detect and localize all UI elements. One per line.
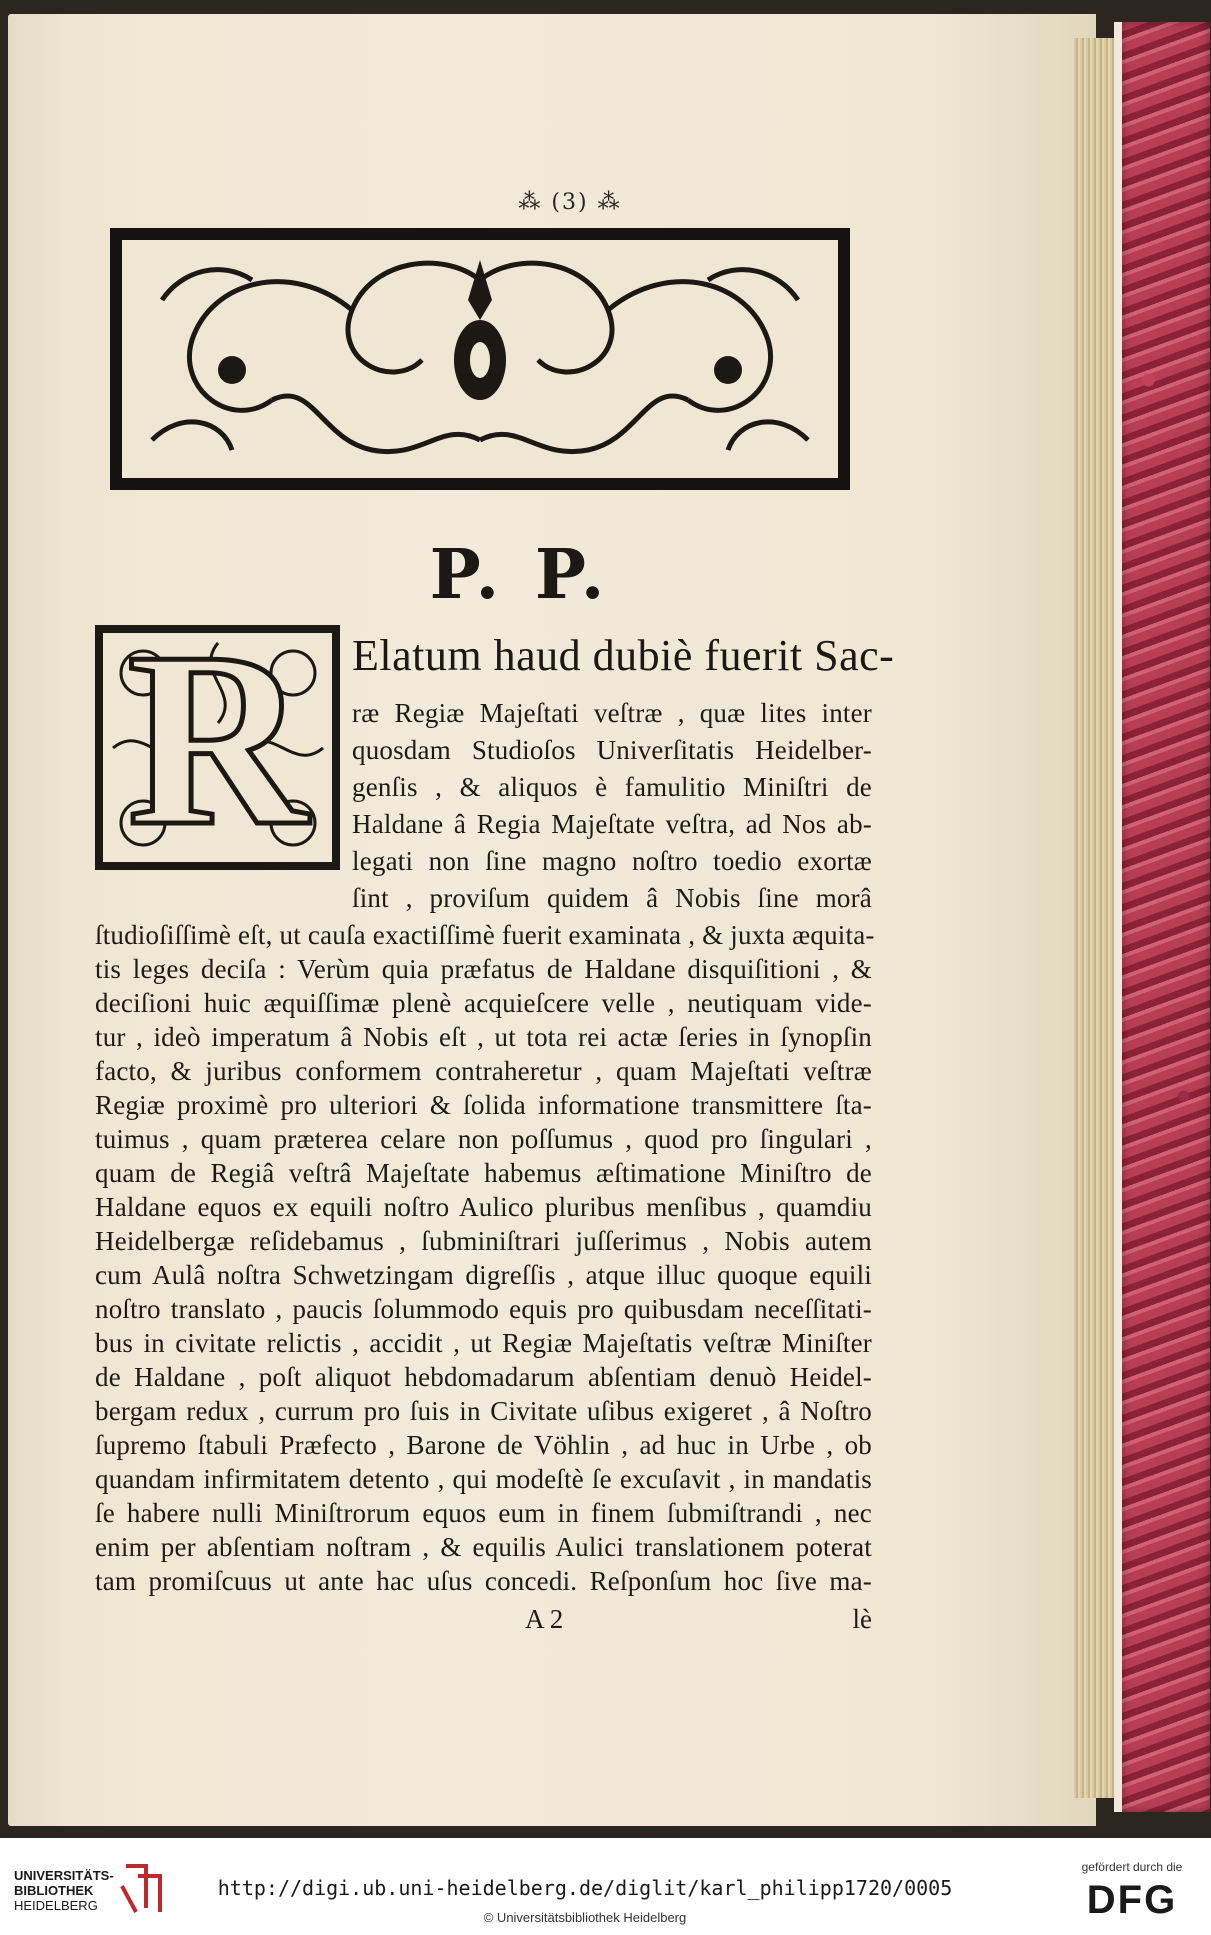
headpiece-ornament xyxy=(110,228,850,490)
text-line: ſe habere nulli Miniſtrorum equos eum in finem ſubmiſtrandi , nec xyxy=(95,1498,872,1528)
text-line: ſupremo ſtabuli Præfecto , Barone de Vöhlin , ad huc in Urbe , ob xyxy=(95,1430,872,1460)
marbled-cover xyxy=(1114,22,1210,1812)
text-line: quandam infirmitatem detento , qui modeſtè ſe excuſavit , in mandatis xyxy=(95,1464,872,1494)
page-header xyxy=(420,190,720,215)
text-line: ræ Regiæ Majeſtati veſtræ , quæ lites inter xyxy=(352,698,872,728)
footer xyxy=(0,1838,1211,1935)
text-line: tur , ideò imperatum â Nobis eſt , ut tota rei actæ ſeries in ſynopſin xyxy=(95,1022,872,1052)
text-line: bus in civitate relictis , accidit , ut Regiæ Majeſtatis veſtræ Miniſter xyxy=(95,1328,872,1358)
text-line: Haldane â Regia Majeſtate veſtra, ad Nos ab- xyxy=(352,809,872,839)
page-number: (3) xyxy=(551,190,589,215)
page-edges xyxy=(1074,38,1116,1798)
header-flourish-left: ⁂ xyxy=(518,190,552,215)
foliage-ornament-icon xyxy=(122,240,838,478)
initial-letter-r: R xyxy=(127,633,308,862)
text-line: ſtudioſiſſimè eſt, ut cauſa exactiſſimè fuerit examinata , & juxta æquita- xyxy=(95,920,875,950)
copyright-notice: © Universitätsbibliothek Heidelberg xyxy=(483,1910,687,1925)
text-line: Regiæ proximè pro ulteriori & ſolida informatione transmittere ſta- xyxy=(95,1090,872,1120)
text-line: facto, & juribus conformem contraheretur , quam Majeſtati veſtræ xyxy=(95,1056,872,1086)
text-line: bergam redux , currum pro ſuis in Civitate uſibus exigeret , â Noſtro xyxy=(95,1396,872,1426)
library-logo-text xyxy=(14,1868,114,1913)
text-line: tam promiſcuus ut ante hac uſus concedi. Reſponſum hoc ſive ma- xyxy=(95,1566,872,1596)
catchword: lè xyxy=(852,1604,872,1634)
title-pp: P. P. xyxy=(429,535,611,615)
text-line: genſis , & aliquos è famulitio Miniſtri de xyxy=(352,772,872,802)
text-line: de Haldane , poſt aliquot hebdomadarum abſentiam denuò Heidel- xyxy=(95,1362,872,1392)
text-line: noſtro translato , paucis ſolummodo equis pro quibusdam neceſſitati- xyxy=(95,1294,872,1324)
text-line: quam de Regiâ veſtrâ Majeſtate habemus æſtimatione Miniſtro de xyxy=(95,1158,872,1188)
permalink-url[interactable]: http://digi.ub.uni-heidelberg.de/diglit/karl_philipp1720/0005 xyxy=(217,1876,953,1900)
logo-line: BIBLIOTHEK xyxy=(14,1883,94,1898)
text-line: Heidelbergæ reſidebamus , ſubminiſtrari juſſerimus , Nobis autem xyxy=(95,1226,872,1256)
first-line: Elatum haud dubiè fuerit Sac- xyxy=(352,631,895,680)
decorated-initial xyxy=(95,625,340,870)
text-line: deciſioni huic æquiſſimæ plenè acquieſcere velle , neutiquam vide- xyxy=(95,988,872,1018)
funding-label: gefördert durch die xyxy=(1081,1860,1183,1874)
library-logo-icon xyxy=(116,1860,172,1916)
initial-panel xyxy=(103,633,332,862)
text-line: legati non ſine magno noſtro toedio exortæ xyxy=(352,846,872,876)
text-line: quosdam Studioſos Univerſitatis Heidelber- xyxy=(352,735,872,765)
text-line: enim per abſentiam noſtram , & equilis Aulici translationem poterat xyxy=(95,1532,872,1562)
text-line: cum Aulâ noſtra Schwetzingam digreſſis , atque illuc quoque equili xyxy=(95,1260,872,1290)
text-line: ſint , proviſum quidem â Nobis ſine morâ xyxy=(352,883,872,913)
header-flourish-right: ⁂ xyxy=(588,190,622,215)
logo-line: UNIVERSITÄTS- xyxy=(14,1868,114,1883)
text-line: tis leges deciſa : Verùm quia præfatus de Haldane disquiſitioni , & xyxy=(95,954,872,984)
ornament-panel xyxy=(120,238,840,480)
signature-mark: A 2 xyxy=(525,1604,564,1634)
logo-line: HEIDELBERG xyxy=(14,1898,98,1913)
text-line: Haldane equos ex equili noſtro Aulico pluribus menſibus , quamdiu xyxy=(95,1192,872,1222)
text-line: tuimus , quam præterea celare non poſſumus , quod pro ſingulari , xyxy=(95,1124,872,1154)
dfg-logo: DFG xyxy=(1086,1878,1178,1922)
